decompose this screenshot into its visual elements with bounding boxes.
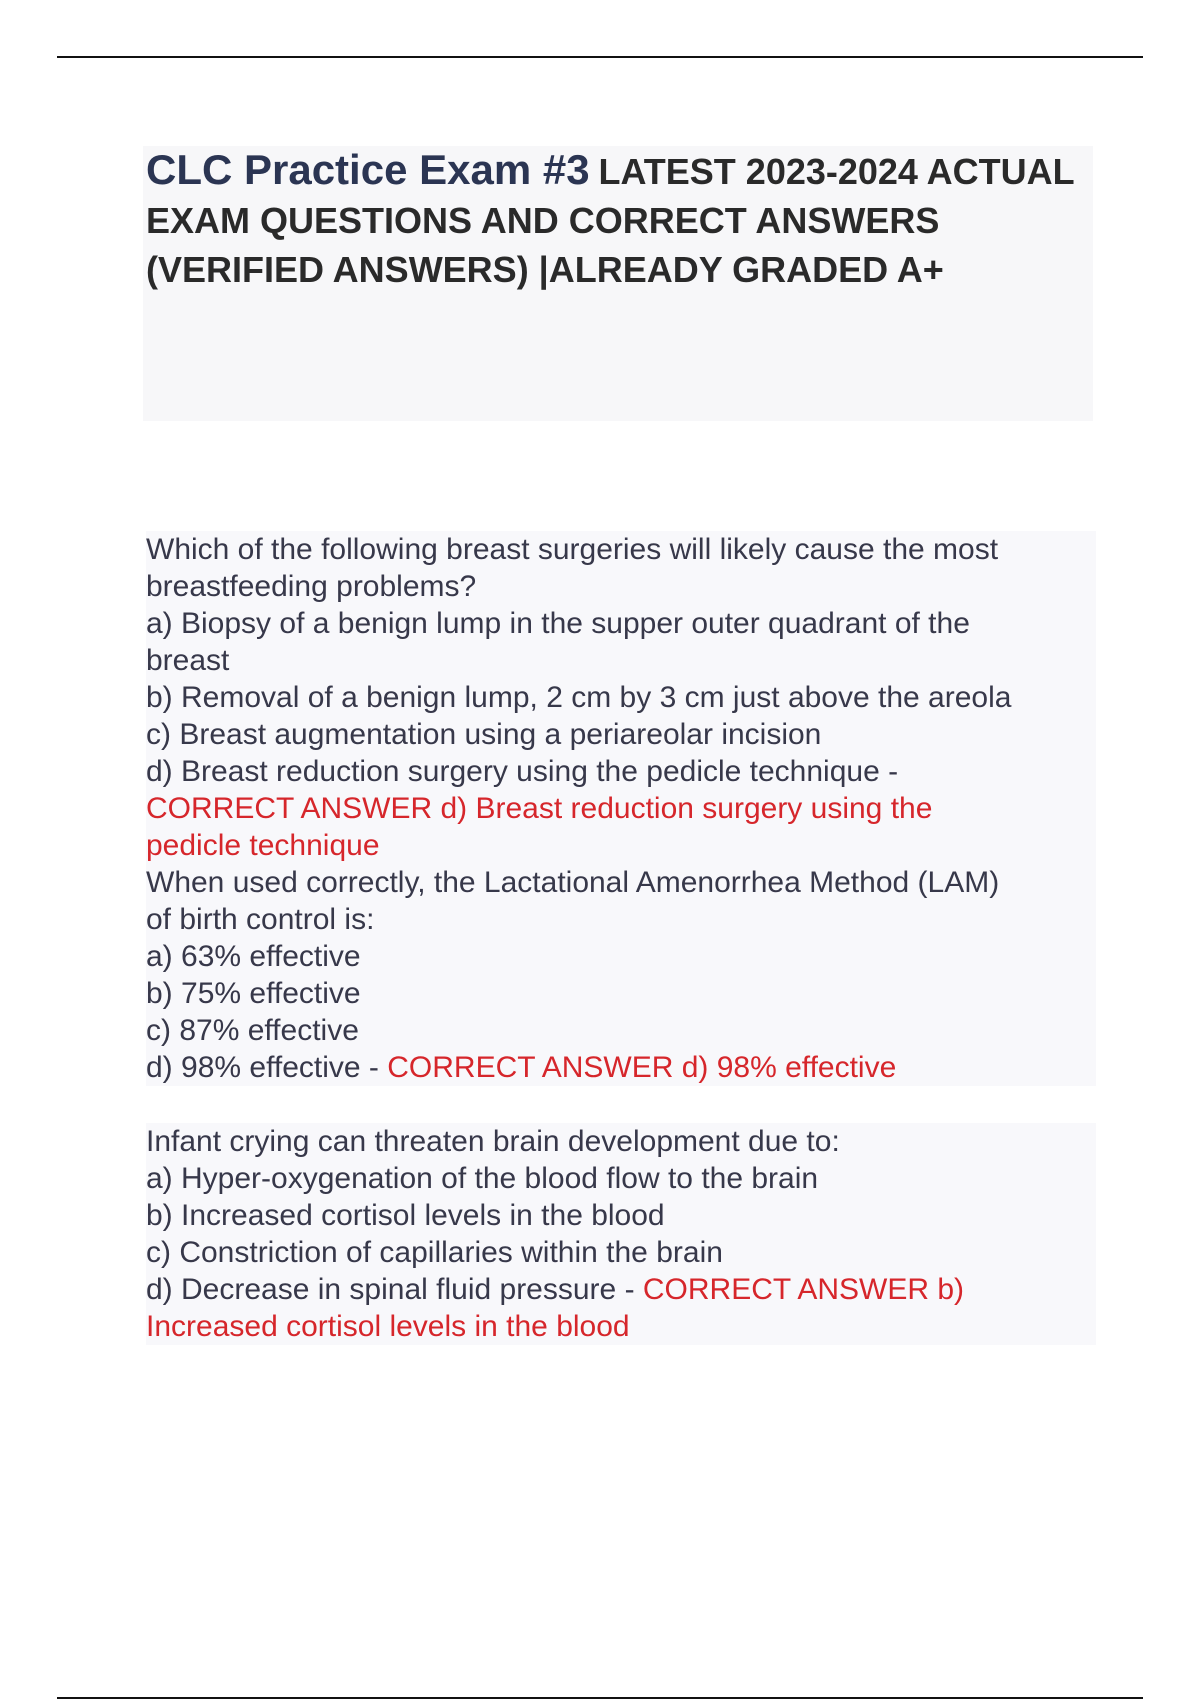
option-a: a) Hyper-oxygenation of the blood flow to the brain [146,1162,819,1195]
option-c: c) Constriction of capillaries within the brain [146,1236,723,1269]
option-d: d) Breast reduction surgery using the pedicle technique - [146,755,899,788]
correct-answer: CORRECT ANSWER b) [642,1273,965,1306]
option-b: b) Removal of a benign lump, 2 cm by 3 cm just above the areola [146,681,1012,714]
option-b: b) Increased cortisol levels in the blood [146,1199,665,1232]
option-a: a) Biopsy of a benign lump in the supper outer quadrant of the [146,607,970,640]
option-a: a) 63% effective [146,940,361,973]
correct-answer-cont: pedicle technique [146,829,380,862]
spacer [146,1086,1096,1123]
option-b: b) 75% effective [146,977,361,1010]
question-1 [146,531,1096,864]
title-main: CLC Practice Exam #3 [146,146,590,193]
title-block [143,146,1093,421]
question-line: Which of the following breast surgeries will likely cause the most [146,533,999,566]
question-line: When used correctly, the Lactational Amenorrhea Method (LAM) [146,866,1000,899]
document-title [146,146,1086,295]
question-line: Infant crying can threaten brain development due to: [146,1125,840,1158]
option-c: c) Breast augmentation using a periareolar incision [146,718,822,751]
question-line: of birth control is: [146,903,375,936]
title-subtitle: LATEST 2023-2024 ACTUAL EXAM QUESTIONS AND CORRECT ANSWERS (VERIFIED ANSWERS) |ALREADY GRADED A+ [146,151,1074,290]
option-d-line [146,1271,1096,1308]
question-line: breastfeeding problems? [146,570,477,603]
question-2 [146,864,1096,1086]
correct-answer: CORRECT ANSWER d) Breast reduction surgery using the [146,792,933,825]
questions-content [146,531,1096,1345]
question-3 [146,1123,1096,1345]
bottom-rule [57,1697,1143,1699]
option-d: d) 98% effective - [146,1051,388,1084]
option-d: d) Decrease in spinal fluid pressure - [146,1273,643,1306]
option-d-line [146,1049,1096,1086]
correct-answer: CORRECT ANSWER d) 98% effective [387,1051,897,1084]
option-a-cont: breast [146,644,230,677]
option-c: c) 87% effective [146,1014,359,1047]
correct-answer-cont: Increased cortisol levels in the blood [146,1310,630,1343]
top-rule [57,56,1143,58]
